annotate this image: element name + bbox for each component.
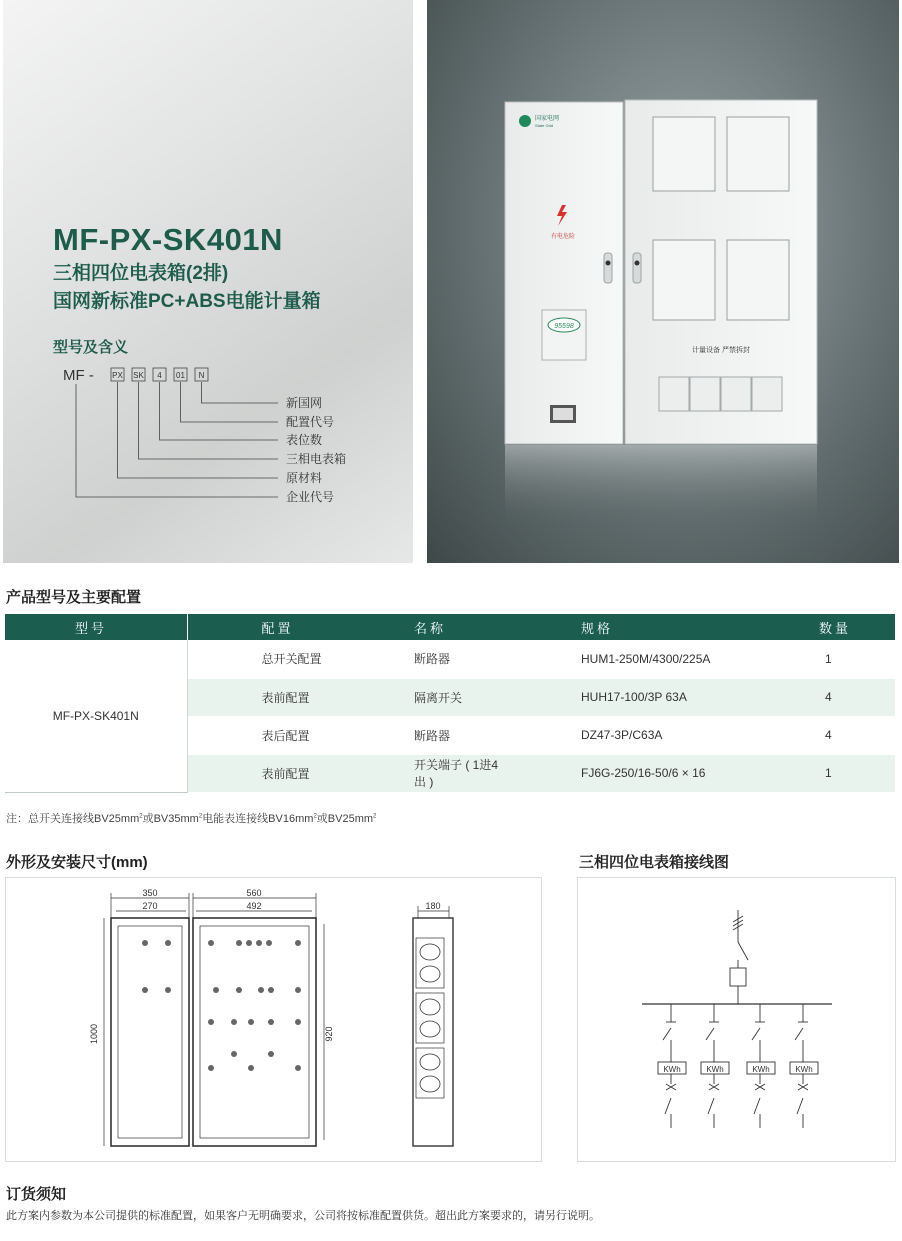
order-heading: 订货须知 xyxy=(6,1186,67,1203)
seal-notice: 计量设备 严禁拆封 xyxy=(692,347,750,354)
wiring-note xyxy=(6,810,376,826)
code-label-4: 三相电表箱 xyxy=(286,452,347,466)
code-box-2: SK xyxy=(133,371,144,380)
lock-icon xyxy=(633,253,641,283)
meter-label-1: KWh xyxy=(663,1065,681,1074)
code-box-5: N xyxy=(198,371,205,380)
logo-subtext: State Grid xyxy=(535,123,554,128)
meter-label-2: KWh xyxy=(706,1065,724,1074)
col-name: 名称 xyxy=(340,614,508,640)
dim-270: 270 xyxy=(142,901,158,911)
note-sup: 2 xyxy=(139,813,143,820)
service-badge: 95598 xyxy=(554,323,574,330)
note-sup: 2 xyxy=(198,813,203,820)
code-label-2: 配置代号 xyxy=(286,415,335,429)
code-label-5: 原材料 xyxy=(286,471,323,485)
note-part: 注：总开关连接线BV25mm xyxy=(6,813,140,825)
col-model: 型号 xyxy=(5,614,187,640)
subtitle-2: 国网新标准PC+ABS电能计量箱 xyxy=(53,291,321,312)
note-part: 电能表连接线BV16mm xyxy=(202,813,314,825)
code-label-6: 企业代号 xyxy=(286,490,335,504)
meter-label-4: KWh xyxy=(795,1065,813,1074)
dimensions-heading: 外形及安装尺寸(mm) xyxy=(6,854,148,871)
model-title: MF-PX-SK401N xyxy=(53,222,283,257)
col-spec: 规格 xyxy=(508,614,722,640)
spec-table xyxy=(5,614,895,793)
cell-qty: 4 xyxy=(722,678,895,716)
cell-name: 断路器 xyxy=(340,640,508,678)
cell-config: 表后配置 xyxy=(187,716,340,754)
cell-spec: FJ6G-250/16-50/6 × 16 xyxy=(508,754,722,792)
note-sup: 2 xyxy=(373,813,377,820)
dim-920: 920 xyxy=(324,1026,334,1042)
cell-spec: HUH17-100/3P 63A xyxy=(508,678,722,716)
hero-left-panel xyxy=(3,0,413,563)
note-part: 或BV25mm xyxy=(316,813,374,825)
code-box-4: 01 xyxy=(176,371,185,380)
state-grid-logo-icon xyxy=(519,115,531,127)
code-label-3: 表位数 xyxy=(286,433,323,447)
product-photo xyxy=(427,0,899,563)
logo-text: 国家电网 xyxy=(535,116,560,122)
subtitle-1: 三相四位电表箱(2排) xyxy=(53,263,229,284)
dimension-drawing xyxy=(6,878,543,1163)
wiring-diagram xyxy=(578,878,897,1163)
dim-492: 492 xyxy=(246,901,262,911)
note-sup: 2 xyxy=(313,813,317,820)
cell-name: 开关端子 ( 1进4出 ) xyxy=(340,754,508,792)
spec-heading: 产品型号及主要配置 xyxy=(6,589,142,606)
danger-label: 有电危险 xyxy=(550,234,576,240)
dim-1000: 1000 xyxy=(89,1023,99,1045)
cell-config: 表前配置 xyxy=(187,754,340,792)
cell-config: 总开关配置 xyxy=(187,640,340,678)
table-header-row xyxy=(5,614,895,640)
cell-name: 断路器 xyxy=(340,716,508,754)
col-qty: 数量 xyxy=(722,614,895,640)
cell-spec: HUM1-250M/4300/225A xyxy=(508,640,722,678)
note-part: 或BV35mm xyxy=(142,813,199,825)
cell-spec: DZ47-3P/C63A xyxy=(508,716,722,754)
code-label-1: 新国网 xyxy=(286,396,323,410)
code-box-3: 4 xyxy=(157,371,162,380)
cell-name: 隔离开关 xyxy=(340,678,508,716)
wiring-heading: 三相四位电表箱接线图 xyxy=(579,854,730,871)
dim-180: 180 xyxy=(425,901,441,911)
cell-qty: 1 xyxy=(722,754,895,792)
meter-label-3: KWh xyxy=(752,1065,770,1074)
cell-qty: 1 xyxy=(722,640,895,678)
model-code-diagram xyxy=(43,360,403,520)
model-cell: MF-PX-SK401N xyxy=(5,640,187,792)
cell-config: 表前配置 xyxy=(187,678,340,716)
code-prefix: MF - xyxy=(63,367,94,384)
col-config: 配置 xyxy=(187,614,340,640)
meter-cabinet-image xyxy=(427,0,899,563)
dim-350: 350 xyxy=(142,888,158,898)
lock-icon xyxy=(604,253,612,283)
dimension-drawing-panel xyxy=(5,877,542,1162)
table-row xyxy=(5,640,895,678)
order-text: 此方案内参数为本公司提供的标准配置，如果客户无明确要求，公司将按标准配置供货。超出此方案要求的，请另行说明。 xyxy=(6,1210,600,1222)
dim-560: 560 xyxy=(246,888,262,898)
code-box-1: PX xyxy=(112,371,123,380)
wiring-diagram-panel xyxy=(577,877,896,1162)
cell-qty: 4 xyxy=(722,716,895,754)
model-meaning-heading: 型号及含义 xyxy=(53,339,129,356)
